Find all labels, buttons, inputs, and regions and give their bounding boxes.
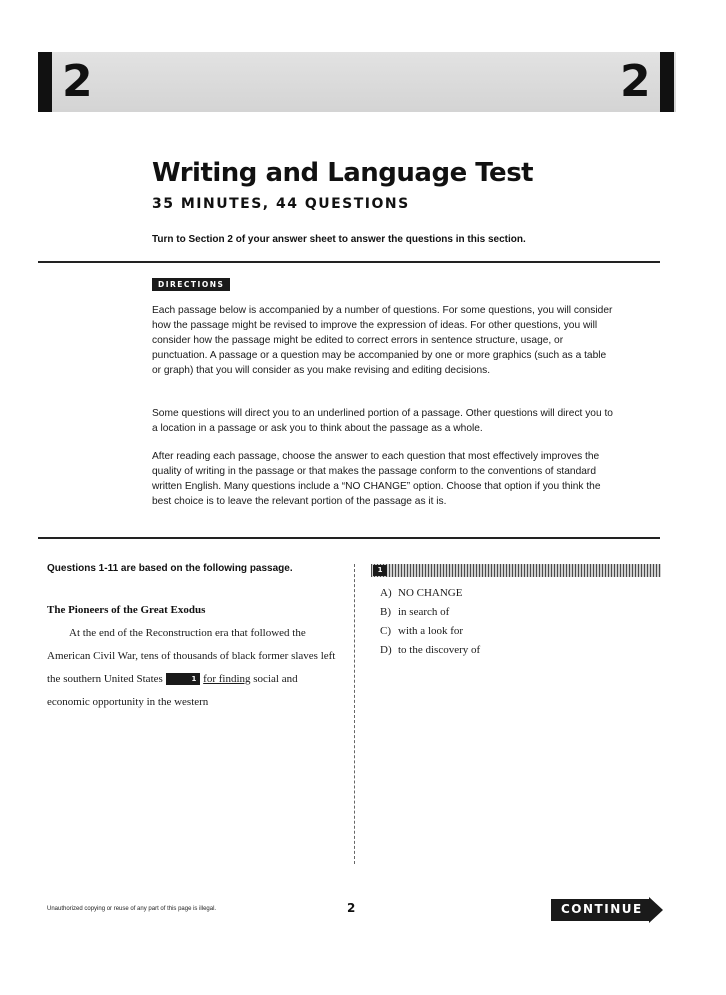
continue-label: CONTINUE	[561, 902, 643, 916]
underlined-portion-1[interactable]: for finding	[203, 673, 251, 685]
question-header-bar	[371, 564, 661, 577]
continue-button[interactable]	[551, 897, 663, 923]
copyright-notice: Unauthorized copying or reuse of any part of this page is illegal.	[47, 906, 217, 912]
header-bar-right	[660, 52, 674, 112]
section-instruction: Turn to Section 2 of your answer sheet to answer the questions in this section.	[152, 234, 526, 245]
choice-letter: D)	[380, 644, 392, 656]
page-title: Writing and Language Test	[152, 158, 534, 188]
page-subtitle: 35 MINUTES, 44 QUESTIONS	[152, 196, 410, 212]
passage-text-after: social and economic opportunity in the western	[47, 673, 298, 708]
choice-letter: C)	[380, 625, 391, 637]
column-divider	[354, 564, 355, 864]
section-number-right: 2	[620, 56, 651, 107]
choice-letter: B)	[380, 606, 391, 618]
passage-text-before: At the end of the Reconstruction era that followed the American Civil War, tens of thousands of black former slaves left the southern United States	[47, 627, 336, 685]
choice-text: with a look for	[398, 625, 464, 637]
choice-letter: A)	[380, 587, 392, 599]
answer-choices	[380, 584, 480, 660]
header-bar-left	[38, 52, 52, 112]
choice-text: in search of	[398, 606, 450, 618]
page-number: 2	[347, 901, 356, 915]
question-marker-1[interactable]: 1	[166, 673, 201, 685]
passage-title: The Pioneers of the Great Exodus	[47, 604, 206, 616]
choice-text: NO CHANGE	[398, 587, 463, 599]
directions-paragraph-3: After reading each passage, choose the answer to each question that most effectively improves the quality of writing in the passage or that makes the passage conform to the conventions of standard written English. Many questions include a “NO CHANGE” option. Choose that option if you think the best choice is to leave the relevant portion of the passage as it is.	[152, 451, 601, 507]
section-number-left: 2	[62, 56, 93, 107]
question-number-box: 1	[373, 565, 387, 576]
section-header-band	[52, 52, 676, 112]
bottom-divider	[38, 537, 660, 539]
directions-paragraph-2: Some questions will direct you to an underlined portion of a passage. Other questions will direct you to a location in a passage or ask you to think about the passage as a whole.	[152, 408, 613, 434]
choice-b[interactable]	[380, 603, 480, 622]
directions-label: DIRECTIONS	[152, 278, 230, 291]
passage-text	[47, 622, 337, 714]
top-divider	[38, 261, 660, 263]
directions-paragraph-1: Each passage below is accompanied by a number of questions. For some questions, you will consider how the passage might be revised to improve the expression of ideas. For other questions, you will consider how the passage might be edited to correct errors in sentence structure, usage, or punctuation. A passage or a question may be accompanied by one or more graphics (such as a table or graph) that you will consider as you make revising and editing decisions.	[152, 305, 613, 376]
choice-a[interactable]	[380, 584, 480, 603]
choice-d[interactable]	[380, 641, 480, 660]
choice-c[interactable]	[380, 622, 480, 641]
questions-intro: Questions 1-11 are based on the following passage.	[47, 563, 293, 574]
choice-text: to the discovery of	[398, 644, 481, 656]
